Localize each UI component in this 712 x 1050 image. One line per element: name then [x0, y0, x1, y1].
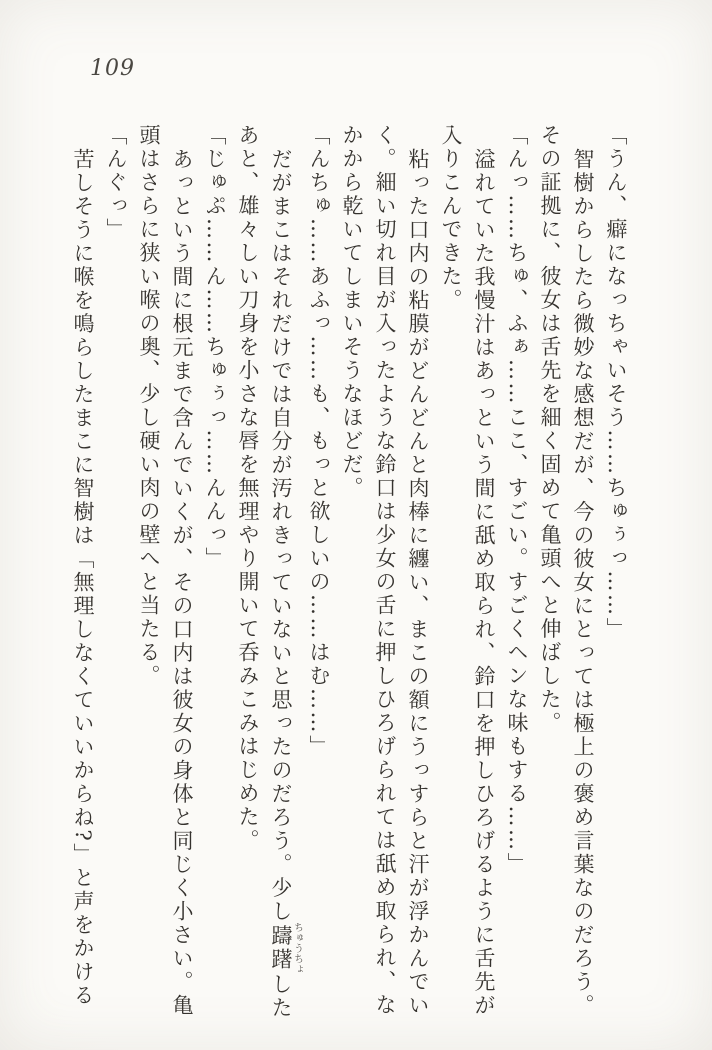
text-line-4: 「んっ……ちゅ、ふぁ……ここ、すごい。すごくヘンな味もする……」 — [505, 124, 529, 876]
text-line-16: 「んぐっ」 — [104, 124, 128, 242]
text-line-10: 「んちゅ……あふっ……も、もっと欲しいの……はむ……」 — [307, 124, 331, 759]
page-number: 109 — [90, 56, 135, 81]
text-line-8: く。細い切れ目が入ったような鈴口は少女の舌に押しひろげられては舐め取られ、な — [373, 124, 397, 1017]
text-line-1: 「うん、癖になっちゃいそう……ちゅぅっ……」 — [604, 124, 628, 641]
text-line-14: あっという間に根元まで含んでいくが、その口内は彼女の身体と同じく小さい。亀 — [170, 147, 194, 1017]
furigana-ruby — [269, 921, 303, 975]
text-segment: した — [269, 972, 293, 1020]
body-text — [71, 124, 632, 1020]
text-line-5: 溢れていた我慢汁はあっという間に舐め取られ、鈴口を押しひろげるように舌先が — [472, 147, 496, 1017]
text-line-9: かから乾いてしまいそうなほどだ。 — [340, 124, 364, 500]
text-line-13: 「じゅぷ……ん……ちゅぅっ……んんっ」 — [203, 124, 227, 571]
text-line-11 — [264, 124, 302, 1020]
text-line-12: あと、雄々しい刀身を小さな唇を無理やり開いて呑みこみはじめた。 — [236, 124, 260, 853]
text-segment: だがまこはそれだけでは自分が汚れきっていないと思ったのだろう。少し — [269, 147, 293, 923]
furigana-base: 躊躇 — [269, 921, 293, 975]
text-line-6: 入りこんできた。 — [439, 124, 463, 312]
furigana-text: ちゅうちょ — [291, 921, 303, 975]
text-line-17: 苦しそうに喉を鳴らしたまこに智樹は「無理しなくていいからね?」と声をかける — [71, 147, 95, 1008]
text-line-3: その証拠に、彼女は舌先を細く固めて亀頭へと伸ばした。 — [538, 124, 562, 735]
text-line-15: 頭はさらに狭い喉の奥、少し硬い肉の壁へと当たる。 — [137, 124, 161, 688]
text-line-7: 粘った口内の粘膜がどんどんと肉棒に纏い、まこの額にうっすらと汗が浮かんでい — [406, 147, 430, 1017]
text-line-2: 智樹からしたら微妙な感想だが、今の彼女にとっては極上の褒め言葉なのだろう。 — [571, 147, 595, 1017]
